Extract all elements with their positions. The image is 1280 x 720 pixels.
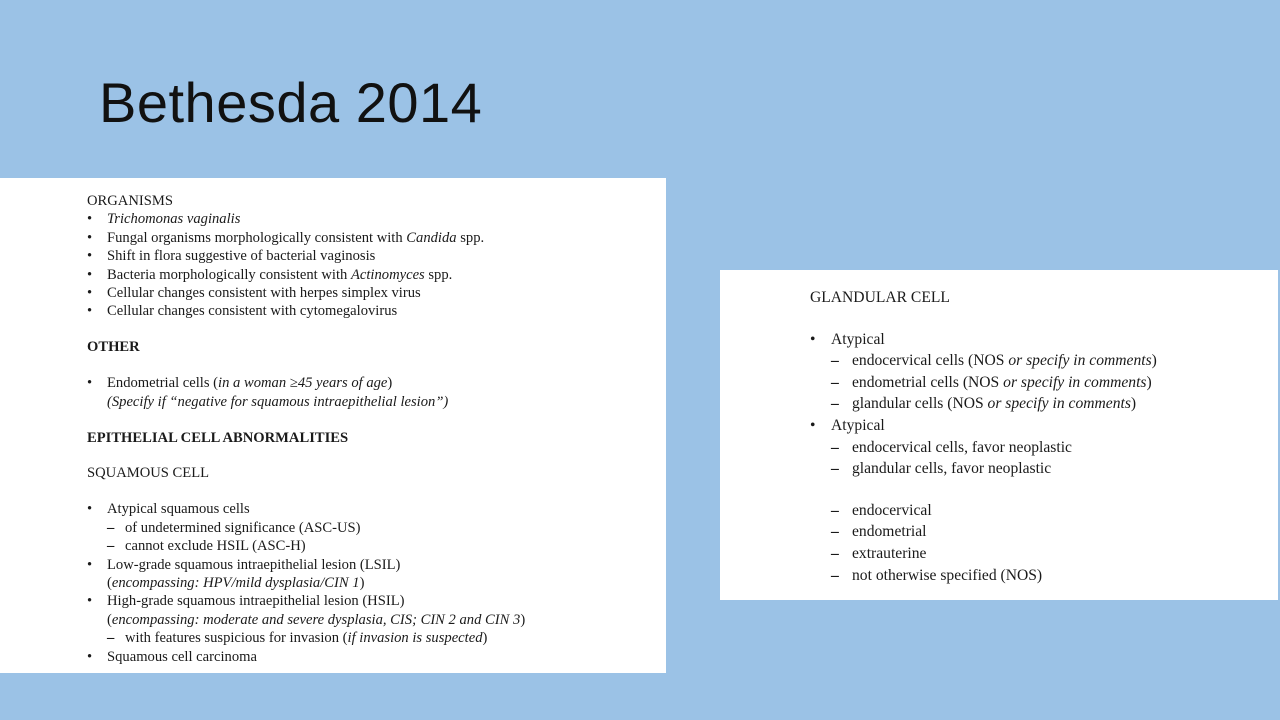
list-item: • Shift in flora suggestive of bacterial vaginosis (87, 248, 376, 265)
list-subitem: – endometrial cells (NOS or specify in comments) (831, 373, 1152, 391)
epithelial-heading: EPITHELIAL CELL ABNORMALITIES (87, 429, 349, 446)
other-heading: OTHER (87, 339, 140, 356)
list-item: • Squamous cell carcinoma (87, 648, 257, 665)
slide-title: Bethesda 2014 (99, 71, 483, 134)
list-subitem: – endocervical cells (NOS or specify in comments) (831, 352, 1157, 370)
list-item: • Cellular changes consistent with herpes simplex virus (87, 285, 421, 302)
list-item: • Cellular changes consistent with cytomegalovirus (87, 303, 398, 320)
list-item: • Bacteria morphologically consistent with Actinomyces spp. (87, 266, 453, 283)
list-subitem: – extrauterine (831, 544, 927, 562)
list-item: • Atypical (810, 416, 885, 434)
list-subitem: – glandular cells, favor neoplastic (831, 460, 1052, 478)
list-subitem: – endocervical (831, 501, 932, 519)
glandular-heading: GLANDULAR CELL (810, 289, 950, 306)
organisms-heading: ORGANISMS (87, 193, 173, 209)
list-subitem: – of undetermined significance (ASC-US) (107, 519, 361, 536)
list-subitem: – with features suspicious for invasion (if invasion is suspected) (107, 630, 488, 647)
hsil-note: (encompassing: moderate and severe dysplasia, CIS; CIN 2 and CIN 3) (107, 611, 526, 628)
right-document-panel (720, 270, 1278, 600)
other-note: (Specify if “negative for squamous intraepithelial lesion”) (107, 393, 449, 410)
list-item: • High-grade squamous intraepithelial lesion (HSIL) (87, 593, 405, 610)
list-item: • Trichomonas vaginalis (87, 211, 241, 228)
list-item: • Atypical squamous cells (87, 501, 250, 518)
lsil-note: (encompassing: HPV/mild dysplasia/CIN 1) (107, 575, 365, 591)
list-item: • Endometrial cells (in a woman ≥45 years of age) (87, 375, 393, 392)
list-subitem: – glandular cells (NOS or specify in comments) (831, 395, 1137, 413)
list-item: • Fungal organisms morphologically consistent with Candida spp. (87, 229, 485, 246)
list-subitem: – endocervical cells, favor neoplastic (831, 438, 1072, 456)
list-subitem: – not otherwise specified (NOS) (831, 566, 1043, 584)
left-document-panel (0, 178, 666, 673)
list-subitem: – cannot exclude HSIL (ASC-H) (107, 538, 306, 555)
squamous-heading: SQUAMOUS CELL (87, 465, 210, 482)
list-subitem: – endometrial (831, 523, 927, 541)
list-item: • Low-grade squamous intraepithelial lesion (LSIL) (87, 556, 401, 573)
list-item: • Atypical (810, 330, 885, 348)
